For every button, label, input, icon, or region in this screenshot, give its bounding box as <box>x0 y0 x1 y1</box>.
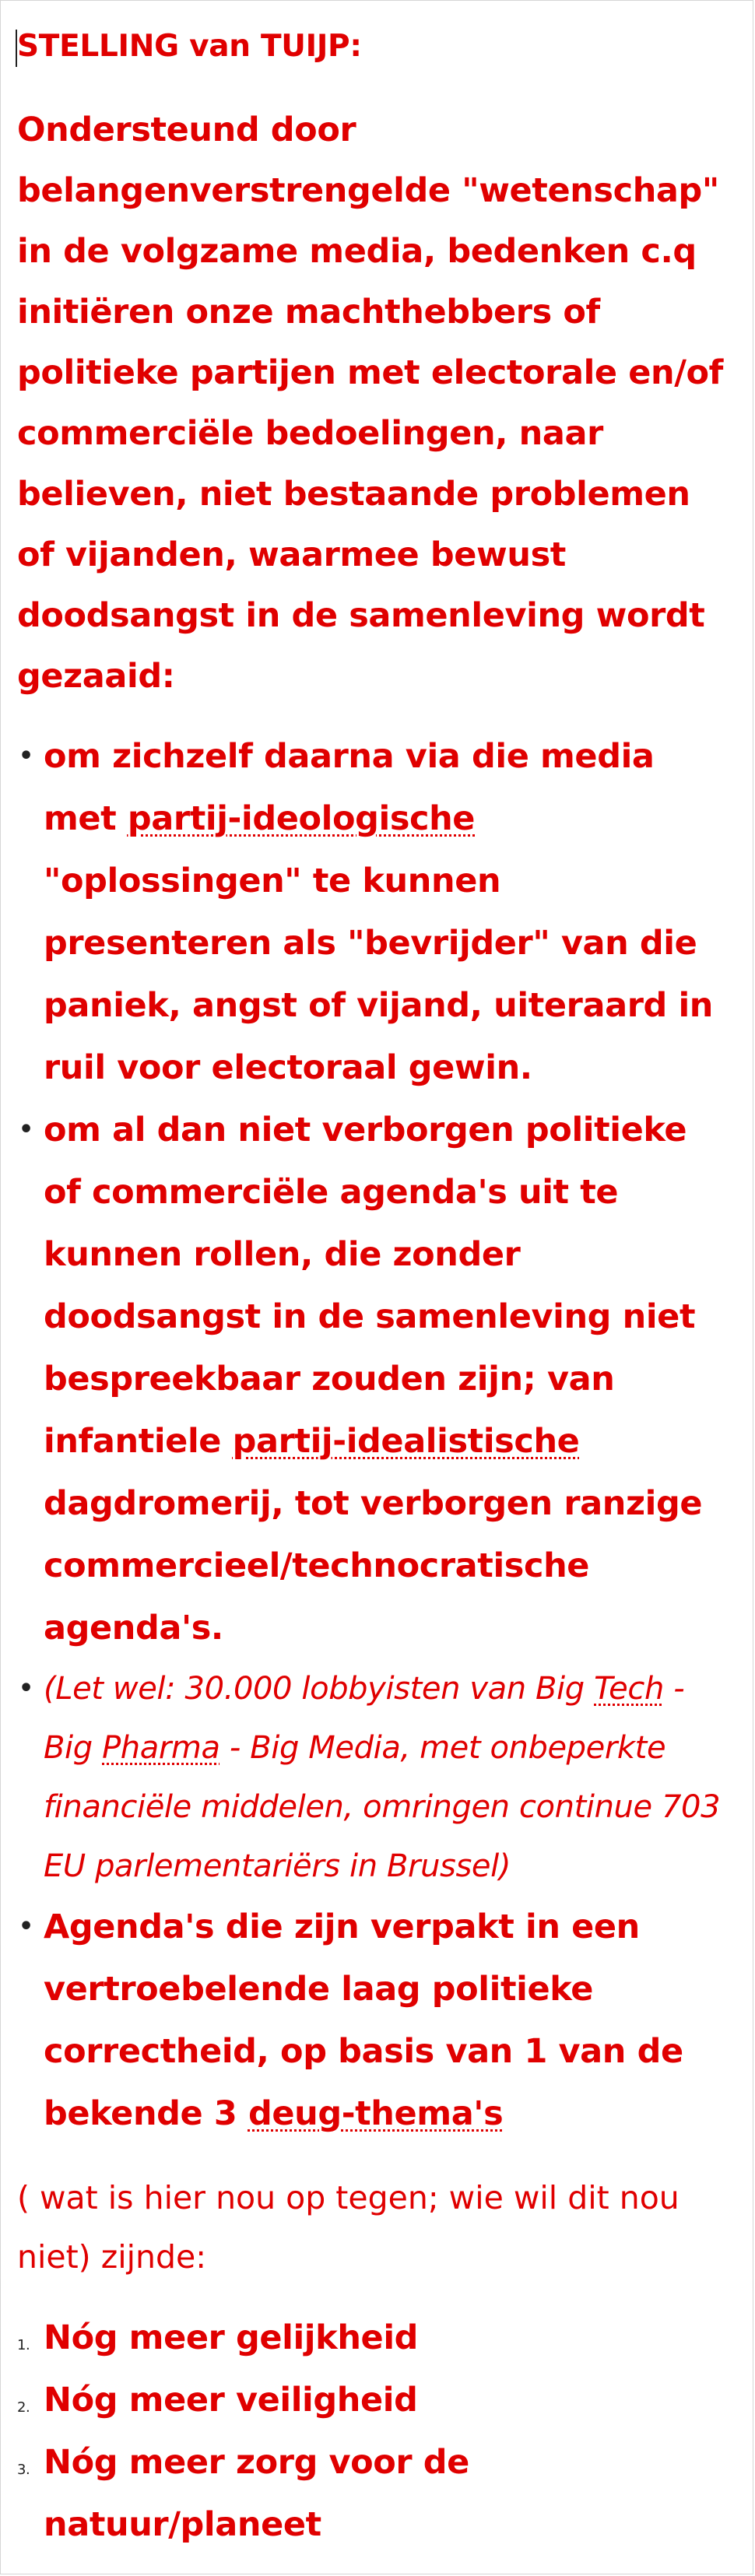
list-number: 2. <box>17 2399 30 2416</box>
intro-paragraph: Ondersteund door belangenverstrengelde "wetenschap" in de volgzame media, bedenken c.q initiëren onze machthebbers of politieke partijen met electorale en/of commerciële bedoelingen, naar believen, niet bestaande problemen of vijanden, waarmee bewust doodsangst in de samenleving wordt gezaaid: <box>17 111 723 696</box>
bullet-text-post: - Big Media, met onbeperkte financiële middelen, omringen continue 703 EU parlementariërs in Brussel) <box>44 1730 721 1884</box>
bullet-dot-icon: • <box>19 1675 33 1702</box>
bullet-item-2 <box>17 1099 733 1659</box>
bullet-text-pre: Agenda's die zijn verpakt in een vertroebelende laag politieke correctheid, op basis van 1 van de bekende 3 <box>44 1907 683 2133</box>
numbered-item-1 <box>17 2307 733 2369</box>
bullet-list <box>17 725 733 2145</box>
numbered-item-text: Nóg meer zorg voor de natuur/planeet <box>44 2443 469 2544</box>
spellcheck-word[interactable]: Pharma <box>102 1730 220 1766</box>
document-body[interactable] <box>17 23 733 2556</box>
bullet-dot-icon: • <box>19 1913 33 1940</box>
numbered-item-2 <box>17 2369 733 2431</box>
heading-title: STELLING van TUIJP: <box>17 29 362 64</box>
spellcheck-word[interactable]: partij-idealistische <box>232 1422 580 1461</box>
bullet-item-1 <box>17 725 733 1099</box>
bullet-dot-icon: • <box>19 1116 33 1143</box>
spellcheck-word[interactable]: Tech <box>594 1671 664 1707</box>
bullet-item-4 <box>17 1896 733 2145</box>
question-paragraph: ( wat is hier nou op tegen; wie wil dit nou niet) zijnde: <box>17 2179 680 2276</box>
numbered-item-3 <box>17 2431 733 2556</box>
bullet-item-3 <box>17 1659 733 1896</box>
numbered-item-text: Nóg meer veiligheid <box>44 2381 418 2420</box>
numbered-item-text: Nóg meer gelijkheid <box>44 2318 419 2357</box>
list-number: 1. <box>17 2337 30 2353</box>
bullet-text-pre: om al dan niet verborgen politieke of commerciële agenda's uit te kunnen rollen, die zonder doodsangst in de samenleving niet bespreekbaar zouden zijn; van infantiele <box>44 1111 696 1461</box>
spellcheck-word[interactable]: deug-thema's <box>248 2094 504 2133</box>
bullet-text-pre: (Let wel: 30.000 lobbyisten van Big <box>44 1671 595 1707</box>
list-number: 3. <box>17 2462 30 2478</box>
bullet-dot-icon: • <box>19 742 33 770</box>
bullet-text-post: dagdromerij, tot verborgen ranzige commercieel/technocratische agenda's. <box>44 1484 703 1648</box>
numbered-list <box>17 2307 733 2556</box>
bullet-text-mid: - Big <box>44 1671 685 1766</box>
bullet-text-pre: om zichzelf daarna via die media met <box>44 737 655 838</box>
bullet-text-post: "oplossingen" te kunnen presenteren als "bevrijder" van die paniek, angst of vijand, uiteraard in ruil voor electoraal gewin. <box>44 862 714 1087</box>
spellcheck-word[interactable]: partij-ideologische <box>127 799 476 838</box>
